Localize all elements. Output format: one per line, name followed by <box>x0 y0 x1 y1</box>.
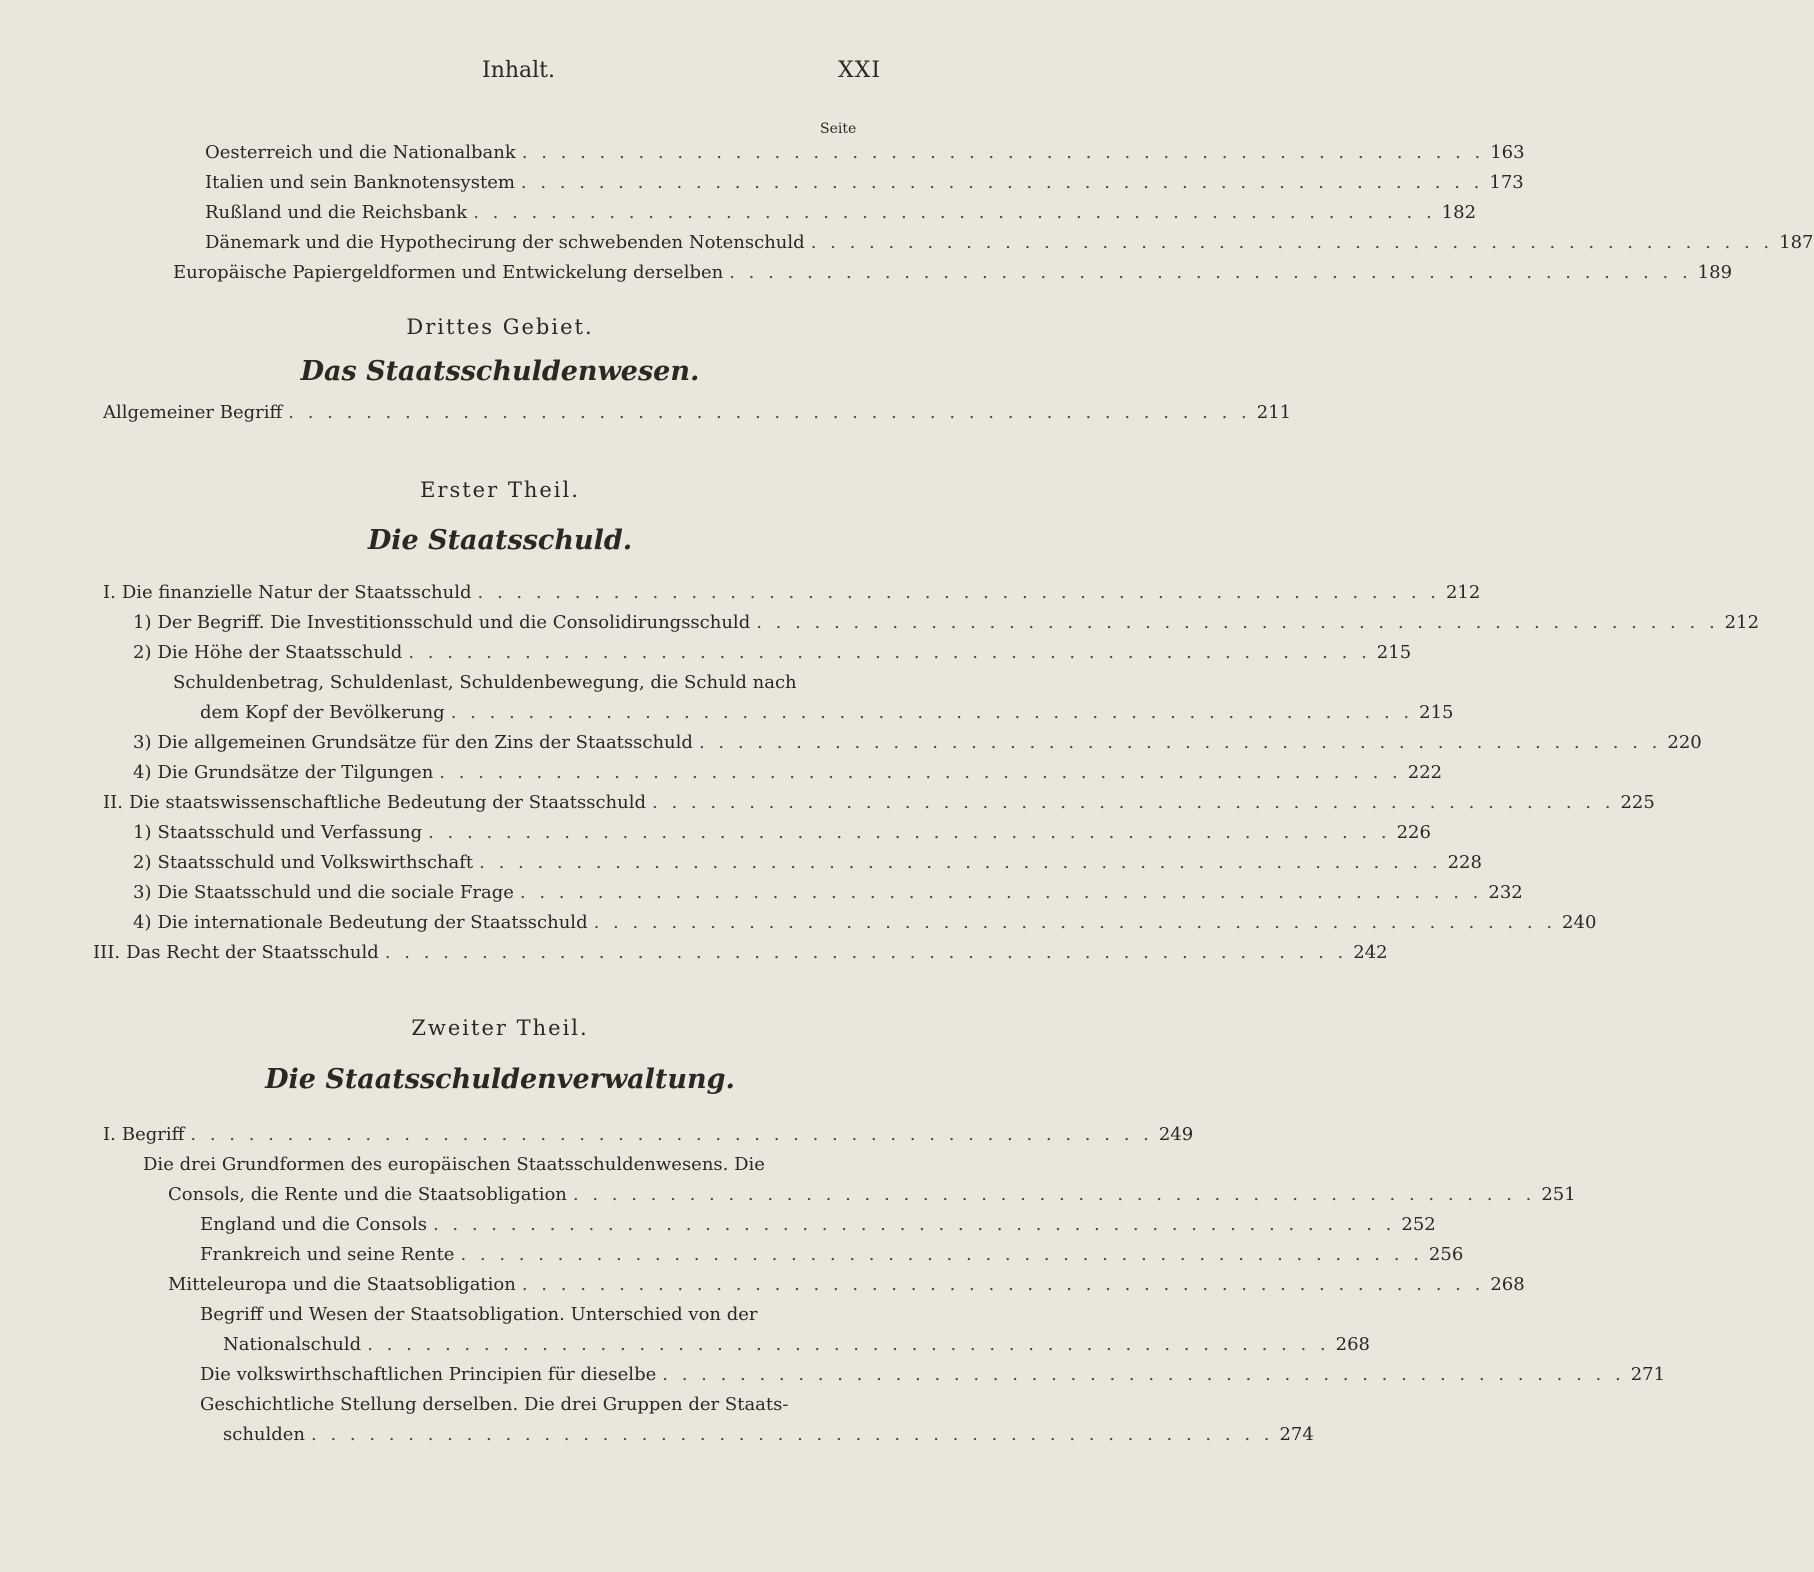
toc-entry <box>0 1424 1314 1454</box>
toc-entry-page: 249 <box>1158 1124 1194 1145</box>
toc-entry-number: 4) <box>133 912 152 933</box>
toc-entry-page: 215 <box>1376 642 1412 663</box>
dot-leader: . . . . . . . . . . . . . . . . . . . . . . . . . . . . . . . . . . . . . . . . . . . . . . . . . . <box>450 702 1414 723</box>
toc-entry <box>0 1124 1194 1154</box>
dot-leader: . . . . . . . . . . . . . . . . . . . . . . . . . . . . . . . . . . . . . . . . . . . . . . . . . . <box>479 852 1442 873</box>
section-label: Drittes Gebiet. <box>406 315 594 339</box>
toc-entry-title: Die volkswirthschaftlichen Principien für dieselbe <box>200 1364 657 1385</box>
dot-leader: . . . . . . . . . . . . . . . . . . . . . . . . . . . . . . . . . . . . . . . . . . . . . . . . . . <box>288 402 1251 423</box>
toc-entry-page: 268 <box>1335 1334 1370 1355</box>
toc-entry <box>0 582 1481 612</box>
toc-entry-page: 220 <box>1667 732 1702 753</box>
toc-entry-number: 1) <box>133 612 152 633</box>
toc-entry-page: 228 <box>1447 852 1482 873</box>
dot-leader: . . . . . . . . . . . . . . . . . . . . . . . . . . . . . . . . . . . . . . . . . . . . . . . . . . <box>662 1364 1625 1385</box>
toc-entry-title: Das Recht der Staatsschuld <box>126 942 379 963</box>
toc-entry-title: England und die Consols <box>200 1214 427 1235</box>
toc-entry-page: 225 <box>1620 792 1655 813</box>
dot-leader: . . . . . . . . . . . . . . . . . . . . . . . . . . . . . . . . . . . . . . . . . . . . . . . . . . <box>367 1334 1330 1355</box>
dot-leader: . . . . . . . . . . . . . . . . . . . . . . . . . . . . . . . . . . . . . . . . . . . . . . . . . . <box>408 642 1371 663</box>
toc-entry <box>0 1334 1370 1364</box>
toc-entry-page: 256 <box>1428 1244 1464 1265</box>
toc-entry-number: 3) <box>133 882 152 903</box>
toc-entry-page: 268 <box>1490 1274 1525 1295</box>
toc-entry-title: Italien und sein Banknotensystem <box>205 172 515 193</box>
toc-entry <box>0 1274 1525 1304</box>
toc-entry-title: Mitteleuropa und die Staatsobligation <box>168 1274 516 1295</box>
toc-entry-title: Die drei Grundformen des europäischen Staatsschuldenwesens. Die <box>143 1154 765 1175</box>
toc-entry-page: 182 <box>1441 202 1477 223</box>
toc-entry-page: 215 <box>1419 702 1454 723</box>
dot-leader: . . . . . . . . . . . . . . . . . . . . . . . . . . . . . . . . . . . . . . . . . . . . . . . . . . <box>810 232 1774 253</box>
part-title: Die Staatsschuld. <box>367 525 633 556</box>
section-title: Das Staatsschuldenwesen. <box>300 356 700 387</box>
toc-entry-title: Begriff <box>121 1124 185 1145</box>
toc-entry-page: 271 <box>1630 1364 1666 1385</box>
toc-entry-page: 212 <box>1445 582 1481 603</box>
toc-entry-title: Oesterreich und die Nationalbank <box>205 142 516 163</box>
dot-leader: . . . . . . . . . . . . . . . . . . . . . . . . . . . . . . . . . . . . . . . . . . . . . . . . . . <box>756 612 1719 633</box>
toc-entry <box>0 172 1524 202</box>
toc-entry <box>0 612 1760 642</box>
dot-leader: . . . . . . . . . . . . . . . . . . . . . . . . . . . . . . . . . . . . . . . . . . . . . . . . . . <box>439 762 1402 783</box>
toc-entry-page: 232 <box>1488 882 1523 903</box>
toc-entry-page: 189 <box>1697 262 1733 283</box>
toc-entry <box>0 792 1655 822</box>
toc-entry-number: 2) <box>133 642 152 663</box>
toc-entry-title: Der Begriff. Die Investitionsschuld und die Consolidirungsschuld <box>157 612 751 633</box>
toc-entry <box>0 762 1443 792</box>
toc-entry <box>0 1364 1666 1394</box>
dot-leader: . . . . . . . . . . . . . . . . . . . . . . . . . . . . . . . . . . . . . . . . . . . . . . . . . . <box>593 912 1557 933</box>
toc-entry-page: 252 <box>1401 1214 1436 1235</box>
part-label: Erster Theil. <box>420 478 580 502</box>
toc-entry-title: Begriff und Wesen der Staatsobligation. Unterschied von der <box>200 1304 758 1325</box>
toc-entry-title: Allgemeiner Begriff <box>103 402 283 423</box>
toc-entry <box>0 402 1292 432</box>
toc-entry-title: Nationalschuld <box>223 1334 362 1355</box>
toc-entry <box>0 642 1412 672</box>
toc-entry-page: 242 <box>1353 942 1388 963</box>
dot-leader: . . . . . . . . . . . . . . . . . . . . . . . . . . . . . . . . . . . . . . . . . . . . . . . . . . <box>520 172 1484 193</box>
toc-entry-page: 187 <box>1779 232 1814 253</box>
toc-entry <box>0 1214 1436 1244</box>
running-head-page-number: XXI <box>838 58 882 83</box>
toc-entry-title: Die finanzielle Natur der Staatsschuld <box>121 582 472 603</box>
toc-entry-title: Schuldenbetrag, Schuldenlast, Schuldenbewegung, die Schuld nach <box>173 672 797 693</box>
dot-leader: . . . . . . . . . . . . . . . . . . . . . . . . . . . . . . . . . . . . . . . . . . . . . . . . . . <box>521 1274 1485 1295</box>
toc-entry <box>0 1244 1464 1274</box>
toc-entry-title: Frankreich und seine Rente <box>200 1244 455 1265</box>
toc-entry-page: 212 <box>1724 612 1760 633</box>
toc-entry-title: Die allgemeinen Grundsätze für den Zins der Staatsschuld <box>157 732 693 753</box>
dot-leader: . . . . . . . . . . . . . . . . . . . . . . . . . . . . . . . . . . . . . . . . . . . . . . . . . . <box>428 822 1391 843</box>
dot-leader: . . . . . . . . . . . . . . . . . . . . . . . . . . . . . . . . . . . . . . . . . . . . . . . . . . <box>311 1424 1274 1445</box>
toc-entry-page: 274 <box>1279 1424 1314 1445</box>
dot-leader: . . . . . . . . . . . . . . . . . . . . . . . . . . . . . . . . . . . . . . . . . . . . . . . . . . <box>519 882 1483 903</box>
toc-entry <box>0 142 1525 172</box>
toc-entry-page: 251 <box>1541 1184 1576 1205</box>
toc-entry-number: 1) <box>133 822 152 843</box>
dot-leader: . . . . . . . . . . . . . . . . . . . . . . . . . . . . . . . . . . . . . . . . . . . . . . . . . . <box>190 1124 1153 1145</box>
toc-entry <box>0 1394 1085 1424</box>
dot-leader: . . . . . . . . . . . . . . . . . . . . . . . . . . . . . . . . . . . . . . . . . . . . . . . . . . <box>460 1244 1423 1265</box>
toc-entry <box>0 942 1388 972</box>
toc-entry-title: Europäische Papiergeldformen und Entwickelung derselben <box>173 262 724 283</box>
toc-entry-title: Rußland und die Reichsbank <box>205 202 468 223</box>
running-head-title: Inhalt. <box>482 58 556 83</box>
toc-entry <box>0 822 1431 852</box>
toc-entry <box>0 852 1482 882</box>
toc-entry <box>0 1304 1085 1334</box>
toc-entry <box>0 912 1597 942</box>
toc-entry-title: Consols, die Rente und die Staatsobligation <box>168 1184 567 1205</box>
toc-entry-page: 226 <box>1396 822 1431 843</box>
dot-leader: . . . . . . . . . . . . . . . . . . . . . . . . . . . . . . . . . . . . . . . . . . . . . . . . . . <box>521 142 1485 163</box>
toc-entry-title: Die internationale Bedeutung der Staatsschuld <box>157 912 588 933</box>
toc-entry-number: 3) <box>133 732 152 753</box>
toc-entry-number: 4) <box>133 762 152 783</box>
dot-leader: . . . . . . . . . . . . . . . . . . . . . . . . . . . . . . . . . . . . . . . . . . . . . . . . . . <box>473 202 1436 223</box>
toc-entry <box>0 702 1454 732</box>
toc-entry <box>0 262 1733 292</box>
toc-entry <box>0 672 1058 702</box>
toc-entry-page: 240 <box>1562 912 1597 933</box>
dot-leader: . . . . . . . . . . . . . . . . . . . . . . . . . . . . . . . . . . . . . . . . . . . . . . . . . . <box>432 1214 1396 1235</box>
dot-leader: . . . . . . . . . . . . . . . . . . . . . . . . . . . . . . . . . . . . . . . . . . . . . . . . . . <box>698 732 1662 753</box>
toc-entry-title: Geschichtliche Stellung derselben. Die drei Gruppen der Staats- <box>200 1394 789 1415</box>
toc-entry <box>0 882 1523 912</box>
dot-leader: . . . . . . . . . . . . . . . . . . . . . . . . . . . . . . . . . . . . . . . . . . . . . . . . . . <box>729 262 1692 283</box>
part-label: Zweiter Theil. <box>411 1016 589 1040</box>
toc-entry <box>0 232 1814 262</box>
toc-entry-title: schulden <box>223 1424 306 1445</box>
toc-entry <box>0 732 1702 762</box>
toc-entry-title: dem Kopf der Bevölkerung <box>200 702 445 723</box>
toc-entry-title: Die Staatsschuld und die sociale Frage <box>157 882 514 903</box>
dot-leader: . . . . . . . . . . . . . . . . . . . . . . . . . . . . . . . . . . . . . . . . . . . . . . . . . . <box>572 1184 1536 1205</box>
toc-entry <box>0 1184 1576 1214</box>
toc-entry-title: Staatsschuld und Volkswirthschaft <box>157 852 474 873</box>
dot-leader: . . . . . . . . . . . . . . . . . . . . . . . . . . . . . . . . . . . . . . . . . . . . . . . . . . <box>384 942 1348 963</box>
toc-entry-title: Dänemark und die Hypothecirung der schwebenden Notenschuld <box>205 232 805 253</box>
part-title: Die Staatsschuldenverwaltung. <box>265 1064 735 1095</box>
toc-entry-page: 163 <box>1490 142 1525 163</box>
toc-entry-number: 2) <box>133 852 152 873</box>
toc-entry-number: I. <box>103 582 116 603</box>
toc-entry-title: Die Grundsätze der Tilgungen <box>157 762 434 783</box>
toc-entry <box>0 202 1477 232</box>
dot-leader: . . . . . . . . . . . . . . . . . . . . . . . . . . . . . . . . . . . . . . . . . . . . . . . . . . <box>477 582 1440 603</box>
toc-entry-page: 222 <box>1407 762 1443 783</box>
toc-entry-number: II. <box>103 792 123 813</box>
toc-entry-title: Die Höhe der Staatsschuld <box>157 642 403 663</box>
toc-entry-title: Die staatswissenschaftliche Bedeutung der Staatsschuld <box>128 792 646 813</box>
page-column-label: Seite <box>820 121 857 137</box>
toc-entry-title: Staatsschuld und Verfassung <box>157 822 423 843</box>
toc-entry-number: III. <box>93 942 121 963</box>
dot-leader: . . . . . . . . . . . . . . . . . . . . . . . . . . . . . . . . . . . . . . . . . . . . . . . . . . <box>652 792 1615 813</box>
toc-entry-page: 173 <box>1489 172 1524 193</box>
toc-entry-number: I. <box>103 1124 116 1145</box>
toc-entry <box>0 1154 1028 1184</box>
toc-entry-page: 211 <box>1256 402 1292 423</box>
